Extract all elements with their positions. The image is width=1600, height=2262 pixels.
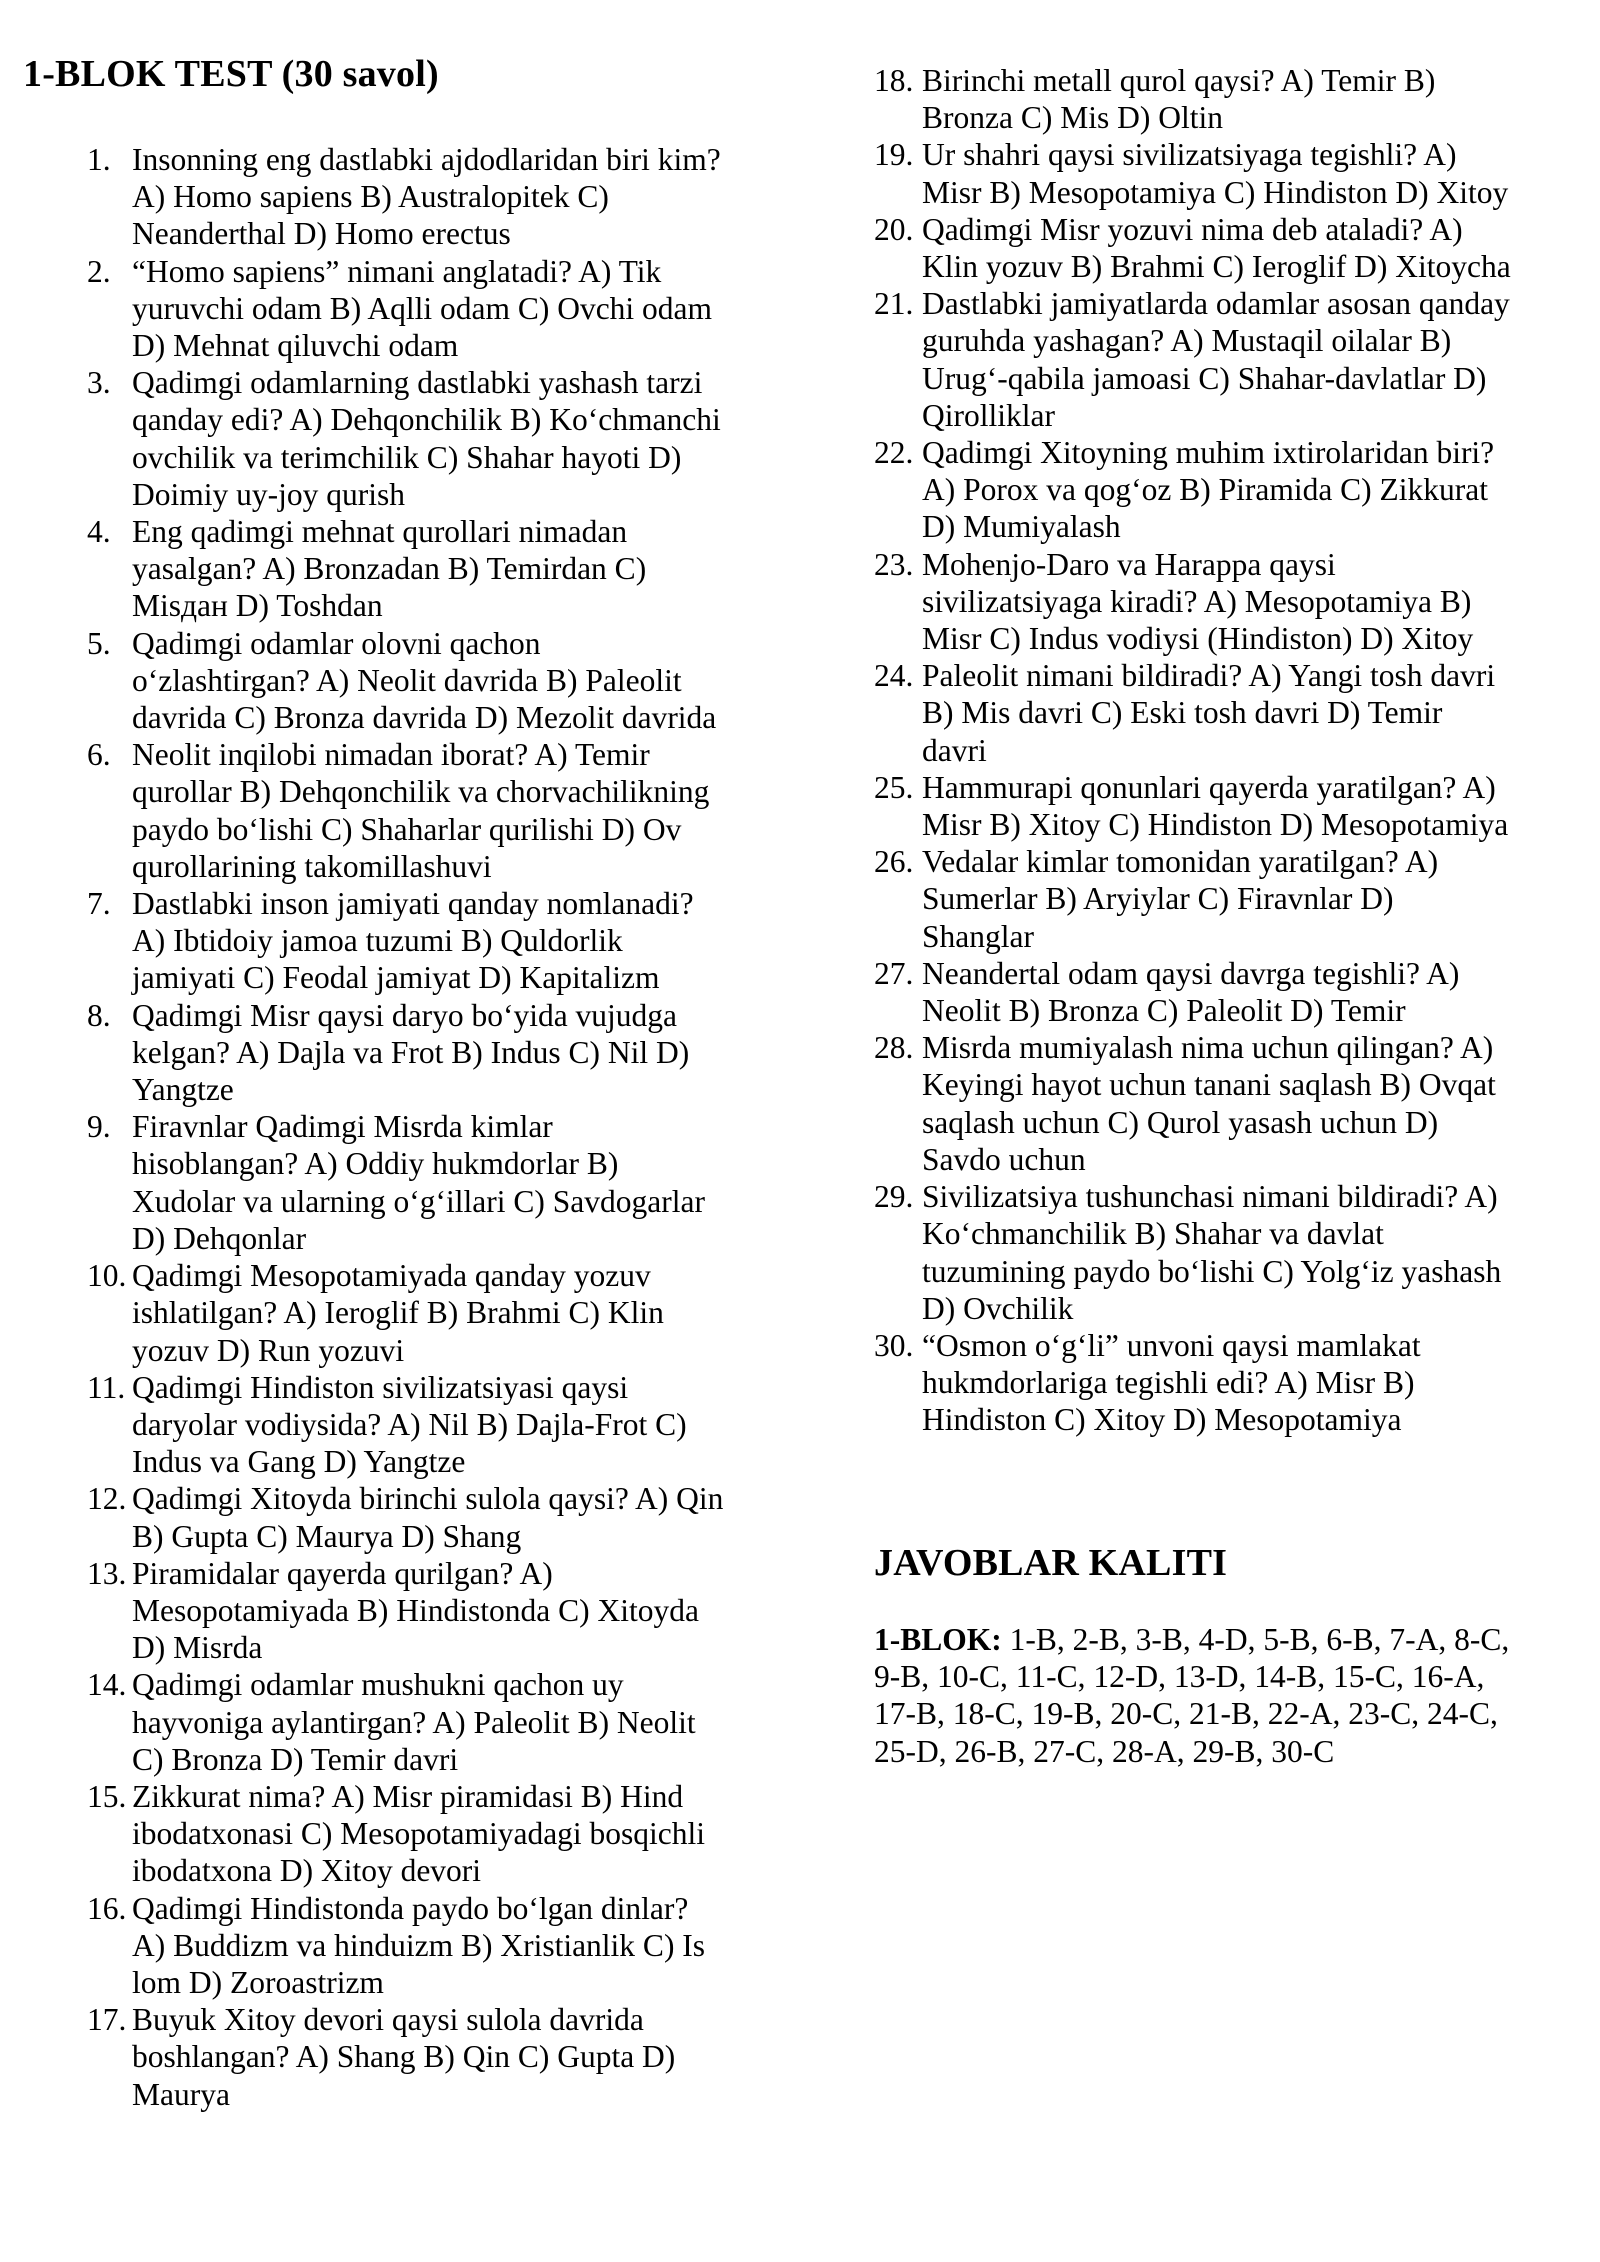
question-number: 30. [874,1327,914,1363]
question-text: Eng qadimgi mehnat qurollari nimadan yasalgan? A) Bronzadan B) Temirdan C) Мisдан D) Toshdan [132,514,647,624]
question-number: 27. [874,955,914,991]
question-number: 20. [874,211,914,247]
question-item [87,141,724,253]
question-item [874,657,1513,769]
question-number: 3. [87,365,111,401]
question-item [874,434,1513,546]
question-item [874,769,1513,843]
question-text: “Osmon o‘g‘li” unvoni qaysi mamlakat hukmdorlariga tegishli edi? A) Misr B) Hindiston C) Xitoy D) Mesopotamiya [922,1327,1421,1438]
question-number: 2. [87,253,111,289]
question-text: Qadimgi Misr yozuvi nima deb ataladi? A) Klin yozuv B) Brahmi C) Ieroglif D) Xitoycha [922,211,1511,285]
question-item [874,136,1513,210]
question-item [87,885,724,997]
question-text: Qadimgi odamlar olovni qachon o‘zlashtirgan? A) Neolit davrida B) Paleolit davrida C) Bronza davrida D) Mezolit davrida [132,625,717,736]
questions-column-right [874,62,1513,1439]
question-number: 5. [87,625,111,661]
question-number: 11. [87,1369,126,1405]
question-item [87,1778,724,1890]
question-item [874,1029,1513,1178]
question-text: Qadimgi Hindistonda paydo bo‘lgan dinlar? A) Buddizm va hinduizm B) Xristianlik C) Is lom D) Zoroastrizm [132,1890,706,2000]
question-text: Qadimgi Xitoyda birinchi sulola qaysi? A) Qin B) Gupta C) Maurya D) Shang [132,1481,724,1554]
question-number: 6. [87,737,111,773]
question-number: 7. [87,886,111,922]
question-number: 17. [87,2002,127,2038]
question-text: Neolit inqilobi nimadan iborat? A) Temir qurollar B) Dehqonchilik va chorvachilikning paydo bo‘lishi C) Shaharlar qurilishi D) Ov qurollarining takomillashuvi [132,737,710,884]
question-item [874,1327,1513,1439]
question-item [874,62,1513,136]
question-item [87,513,724,625]
question-number: 19. [874,137,914,173]
question-text: Vedalar kimlar tomonidan yaratilgan? A) Sumerlar B) Aryiylar C) Firavnlar D) Shanglar [922,844,1439,954]
answer-key-block-label: 1-BLOK: [874,1622,1002,1657]
question-number: 23. [874,546,914,582]
question-number: 26. [874,844,914,880]
answer-key-values: 1-B, 2-B, 3-B, 4-D, 5-B, 6-B, 7-A, 8-C, 9-B, 10-C, 11-C, 12-D, 13-D, 14-B, 15-C, 16-A, 17-B, 18-C, 19-B, 20-C, 21-B, 22-A, 23-C, 24-C, 25-D, 26-B, 27-C, 28-A, 29-B, 30-C [874,1622,1510,1769]
question-item [87,1480,724,1554]
question-item [87,625,724,737]
question-text: Qadimgi odamlarning dastlabki yashash tarzi qanday edi? A) Dehqonchilik B) Ko‘chmanchi ovchilik va terimchilik C) Shahar hayoti D) Doimiy uy-joy qurish [132,365,721,512]
question-item [87,364,724,513]
question-text: Qadimgi Mesopotamiyada qanday yozuv ishlatilgan? A) Ieroglif B) Brahmi C) Klin yozuv D) Run yozuvi [132,1258,664,1368]
answer-key-heading: JAVOBLAR KALITI [874,1542,1228,1584]
question-text: Qadimgi Xitoyning muhim ixtirolaridan biri? A) Porox va qog‘oz B) Piramida C) Zikkurat D) Mumiyalash [922,435,1495,545]
question-number: 12. [87,1481,127,1517]
question-item [874,955,1513,1029]
question-item [87,736,724,885]
questions-column-left [87,141,724,2113]
question-text: Insonning eng dastlabki ajdodlaridan biri kim? A) Homo sapiens B) Australopitek C) Neanderthal D) Homo erectus [132,142,721,252]
question-text: Paleolit nimani bildiradi? A) Yangi tosh davri B) Mis davri C) Eski tosh davri D) Temir davri [922,658,1496,768]
question-item [87,2001,724,2113]
question-item [87,253,724,365]
question-text: Mohenjo-Daro va Harappa qaysi sivilizatsiyaga kiradi? A) Mesopotamiya B) Misr C) Indus vodiysi (Hindiston) D) Xitoy [922,546,1474,657]
question-item [874,1178,1513,1327]
question-number: 16. [87,1890,127,1926]
question-item [874,843,1513,955]
question-item [87,1108,724,1257]
question-item [87,1555,724,1667]
question-item [874,546,1513,658]
question-text: Piramidalar qayerda qurilgan? A) Mesopotamiyada B) Hindistonda C) Xitoyda D) Misrda [132,1555,699,1666]
question-number: 10. [87,1258,127,1294]
question-text: Birinchi metall qurol qaysi? A) Temir B) Bronza C) Mis D) Oltin [922,63,1436,136]
question-text: Qadimgi odamlar mushukni qachon uy hayvoniga aylantirgan? A) Paleolit B) Neolit C) Bronza D) Temir davri [132,1667,696,1777]
question-text: Hammurapi qonunlari qayerda yaratilgan? A) Misr B) Xitoy C) Hindiston D) Mesopotamiya [922,769,1509,843]
answer-key-text [874,1621,1524,1770]
question-text: Dastlabki jamiyatlarda odamlar asosan qanday guruhda yashagan? A) Mustaqil oilalar B) Urug‘-qabila jamoasi C) Shahar-davlatlar D) Qirolliklar [922,286,1510,433]
question-number: 25. [874,769,914,805]
question-text: Buyuk Xitoy devori qaysi sulola davrida boshlangan? A) Shang B) Qin C) Gupta D) Maurya [132,2002,676,2112]
question-text: Neandertal odam qaysi davrga tegishli? A) Neolit B) Bronza C) Paleolit D) Temir [922,955,1460,1029]
question-number: 18. [874,63,914,98]
question-number: 29. [874,1179,914,1215]
question-number: 28. [874,1030,914,1066]
question-text: Misrda mumiyalash nima uchun qilingan? A) Keyingi hayot uchun tanani saqlash B) Ovqat saqlash uchun C) Qurol yasash uchun D) Savdo uchun [922,1030,1496,1177]
question-number: 9. [87,1109,111,1145]
question-text: Firavnlar Qadimgi Misrda kimlar hisoblangan? A) Oddiy hukmdorlar B) Xudolar va ularning o‘g‘illari C) Savdogarlar D) Dehqonlar [132,1109,705,1256]
question-number: 4. [87,514,111,550]
question-item [87,1369,724,1481]
question-number: 24. [874,658,914,694]
question-text: Qadimgi Misr qaysi daryo bo‘yida vujudga kelgan? A) Dajla va Frot B) Indus C) Nil D) Yangtze [132,997,690,1108]
question-text: Sivilizatsiya tushunchasi nimani bildiradi? A) Ko‘chmanchilik B) Shahar va davlat tuzumining paydo bo‘lishi C) Yolg‘iz yashash D) Ovchilik [922,1179,1502,1326]
question-number: 1. [87,142,111,177]
question-number: 15. [87,1778,127,1814]
question-number: 13. [87,1555,127,1591]
question-number: 14. [87,1667,127,1703]
page-title: 1-BLOK TEST (30 savol) [23,53,439,95]
question-item [874,285,1513,434]
question-number: 21. [874,286,914,322]
question-text: Qadimgi Hindiston sivilizatsiyasi qaysi daryolar vodiysida? A) Nil B) Dajla-Frot C) Indus va Gang D) Yangtze [132,1369,687,1480]
question-text: Zikkurat nima? A) Misr piramidasi B) Hind ibodatxonasi C) Mesopotamiyadagi bosqichli ibodatxona D) Xitoy devori [132,1778,706,1889]
question-item [87,1666,724,1778]
question-number: 22. [874,435,914,471]
question-text: Dastlabki inson jamiyati qanday nomlanadi? A) Ibtidoiy jamoa tuzumi B) Quldorlik jamiyati C) Feodal jamiyat D) Kapitalizm [132,886,694,996]
question-item [87,1890,724,2002]
question-text: Ur shahri qaysi sivilizatsiyaga tegishli? A) Misr B) Mesopotamiya C) Hindiston D) Xitoy [922,137,1509,210]
question-number: 8. [87,997,111,1033]
question-item [87,997,724,1109]
question-item [874,211,1513,285]
question-item [87,1257,724,1369]
question-text: “Homo sapiens” nimani anglatadi? A) Tik yuruvchi odam B) Aqlli odam C) Ovchi odam D) Mehnat qiluvchi odam [132,253,713,364]
